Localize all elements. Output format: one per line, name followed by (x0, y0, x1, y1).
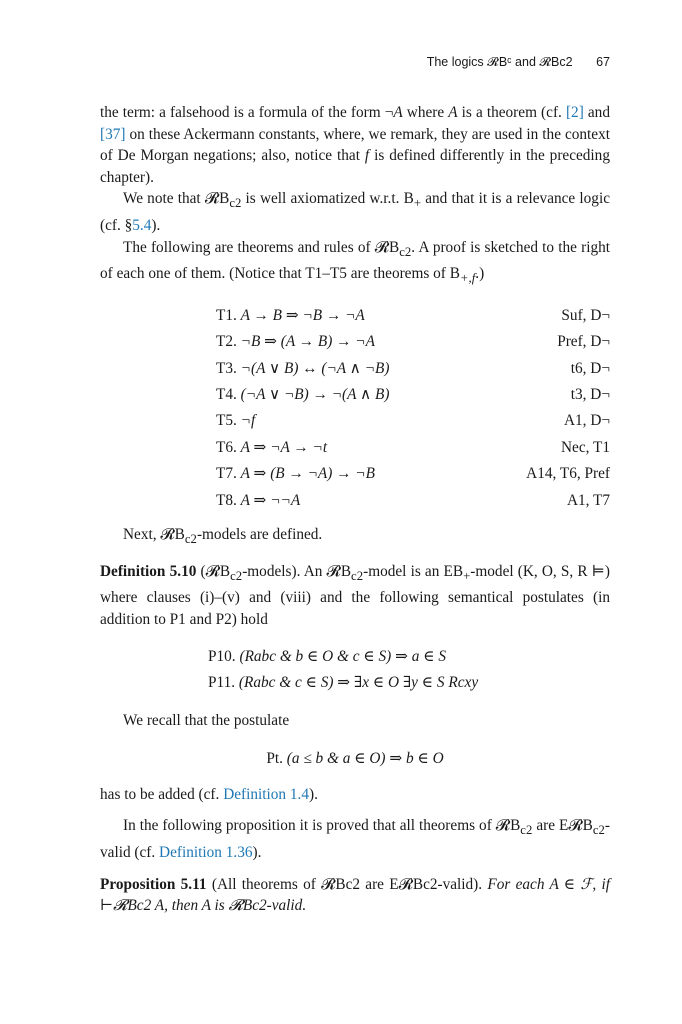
definition-1-4-link[interactable]: Definition 1.4 (223, 785, 310, 803)
definition-5-10: Definition 5.10 (𝓡B$_{c2}$-models). An 𝓡B$_{c2}$-model is an $EB_+$-model (K, O, S, R ⊨) where clauses (i)–(v) and (viii) and the following semantical postulates (in addition to P1 and P2) hold (100, 562, 610, 628)
citation-37[interactable]: [37] (100, 125, 126, 143)
section-link-5-4[interactable]: 5.4 (132, 217, 152, 235)
paragraph-falsehood: the term: a falsehood is a formula of the form ¬A where A is a theorem (cf. [2] and [37] on these Ackermann constants, where, we remark, they are used in the context of De Morgan negations; also, notice that f is defined differently in the preceding chapter). (100, 104, 610, 186)
proposition-title: Proposition 5.11 (100, 875, 207, 893)
definition-title: Definition 5.10 (100, 562, 197, 580)
paragraph-axiomatized: We note that 𝓡B$_{c2}$ is well axiomatized w.r.t. $B_+$ and that it is a relevance logic (cf. §5.4). (100, 190, 610, 235)
postulate-pt: Pt. (a ≤ b & a ∈ O) ⇒ b ∈ O (266, 750, 444, 768)
paragraph-recall: We recall that the postulate (123, 712, 290, 730)
postulate-row: P10. (Rabc & b ∈ O & c ∈ S) ⇒ a ∈ S (208, 648, 446, 666)
paragraph-next-models: Next, 𝓡B$_{c2}$-models are defined. (123, 526, 323, 547)
paragraph-theorems-intro: The following are theorems and rules of 𝓡B$_{c2}$. A proof is sketched to the right of each one of them. (Notice that T1–T5 are theorems of $B_{+,f}$.) (100, 238, 610, 286)
theorem-row: T2. ¬B ⇒ (A → B) → ¬A Pref, D¬ (216, 333, 610, 351)
definition-1-36-link[interactable]: Definition 1.36 (159, 843, 253, 861)
proposition-5-11: Proposition 5.11 (All theorems of 𝓡Bc2 are E𝓡Bc2-valid). For each A ∈ ℱ, if ⊢𝓡Bc2 A, then A is 𝓡Bc2-valid. (100, 875, 611, 915)
theorem-row: T6. A ⇒ ¬A → ¬t Nec, T1 (216, 438, 610, 456)
theorem-row: T7. A ⇒ (B → ¬A) → ¬B A14, T6, Pref (216, 465, 610, 483)
theorem-row: T4. (¬A ∨ ¬B) → ¬(A ∧ B) t3, D¬ (216, 386, 610, 404)
theorem-row: T3. ¬(A ∨ B) ↔ (¬A ∧ ¬B) t6, D¬ (216, 359, 610, 377)
paragraph-following: In the following proposition it is proved that all theorems of 𝓡B$_{c2}$ are E𝓡B$_{c2}$-valid (cf. Definition 1.36). (100, 817, 610, 861)
theorem-row: T5. ¬f A1, D¬ (216, 412, 610, 430)
paragraph-added: has to be added (cf. Definition 1.4). (100, 785, 318, 803)
page-body (100, 102, 610, 917)
postulate-list (208, 644, 610, 696)
theorem-list (100, 303, 610, 514)
citation-2[interactable]: [2] (565, 104, 584, 121)
theorem-row: T1. A → B ⇒ ¬B → ¬A Suf, D¬ (216, 306, 610, 324)
running-header (100, 55, 610, 70)
page-number: 67 (596, 55, 610, 69)
running-title: The logics 𝓡Bᶜ and 𝓡Bc2 (426, 55, 573, 69)
theorem-row: T8. A ⇒ ¬¬A A1, T7 (216, 491, 610, 509)
postulate-row: P11. (Rabc & c ∈ S) ⇒ ∃x ∈ O ∃y ∈ S Rcxy (208, 674, 479, 692)
